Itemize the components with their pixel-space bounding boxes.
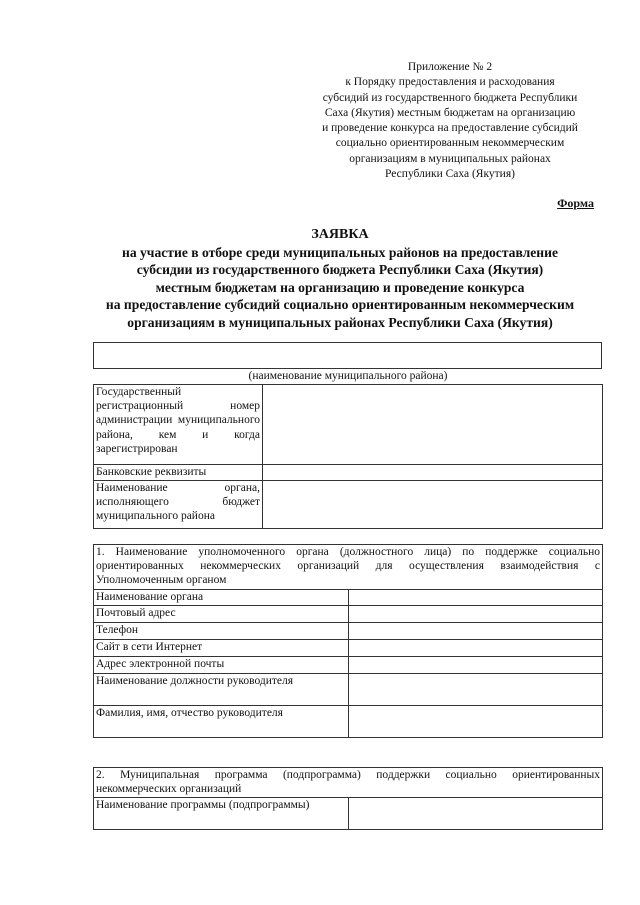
- row-label: Адрес электронной почты: [94, 657, 349, 674]
- row-label: Государственный регистрационный номер администрации муниципального района, кем и когда зарегистрирован: [94, 385, 263, 465]
- header-line: и проведение конкурса на предоставление субсидий: [322, 122, 578, 135]
- row-value-field[interactable]: [263, 385, 603, 465]
- title-line: субсидии из государственного бюджета Республики Саха (Якутия): [136, 262, 544, 278]
- header-line: социально ориентированным некоммерческим: [335, 137, 565, 150]
- table-row: [94, 657, 603, 674]
- row-value-field[interactable]: [348, 706, 603, 738]
- row-label: Банковские реквизиты: [94, 465, 263, 481]
- table-row: [94, 640, 603, 657]
- row-value-field[interactable]: [348, 640, 603, 657]
- table-row: [94, 674, 603, 706]
- row-value-field[interactable]: [348, 657, 603, 674]
- table-row: [94, 623, 603, 640]
- row-value-field[interactable]: [348, 590, 603, 606]
- header-line: Приложение № 2: [407, 61, 493, 73]
- section1-heading: 1. Наименование уполномоченного органа (должностного лица) по поддержке социально ориентированных некоммерческих организаций для осуществления взаимодействия с Уполномоченным органом: [94, 545, 603, 590]
- table-row: [94, 481, 603, 529]
- row-label: Телефон: [94, 623, 349, 640]
- attachment-header: [300, 60, 600, 182]
- header-line: субсидий из государственного бюджета Республики: [322, 91, 578, 104]
- document-title: [80, 226, 600, 332]
- title-line: на участие в отборе среди муниципальных районов на предоставление: [121, 244, 558, 260]
- table-row: [94, 706, 603, 738]
- row-value-field[interactable]: [348, 674, 603, 706]
- municipal-program-table: [93, 767, 603, 830]
- row-label: Почтовый адрес: [94, 606, 349, 623]
- row-value-field[interactable]: [263, 465, 603, 481]
- row-label: Наименование органа, исполняющего бюджет муниципального района: [94, 481, 263, 529]
- header-line: к Порядку предоставления и расходования: [345, 76, 555, 89]
- row-value-field[interactable]: [263, 481, 603, 529]
- header-line: организациям в муниципальных районах: [349, 152, 551, 165]
- table-row: [94, 465, 603, 481]
- district-name-field[interactable]: [93, 342, 602, 369]
- header-line: Республики Саха (Якутия): [385, 168, 515, 181]
- section-heading-row: [94, 768, 603, 798]
- title-head: ЗАЯВКА: [311, 227, 369, 242]
- section2-heading: 2. Муниципальная программа (подпрограмма) поддержки социально ориентированных некоммерческих организаций: [94, 768, 603, 798]
- title-line: организациям в муниципальных районах Республики Саха (Якутия): [127, 314, 553, 330]
- title-line: местным бюджетам на организацию и проведение конкурса: [155, 279, 525, 295]
- row-label: Сайт в сети Интернет: [94, 640, 349, 657]
- table-row: [94, 606, 603, 623]
- header-line: Саха (Якутия) местным бюджетам на организацию: [324, 106, 576, 119]
- district-name-caption: (наименование муниципального района): [248, 370, 448, 382]
- row-label: Наименование должности руководителя: [94, 674, 349, 706]
- table-row: [94, 798, 603, 830]
- row-value-field[interactable]: [348, 623, 603, 640]
- row-value-field[interactable]: [348, 606, 603, 623]
- table-row: [94, 385, 603, 465]
- row-value-field[interactable]: [348, 798, 603, 830]
- authorized-body-table: [93, 544, 603, 738]
- form-label: Форма: [557, 196, 594, 210]
- title-line: на предоставление субсидий социально ориентированным некоммерческим: [105, 297, 575, 313]
- row-label: Фамилия, имя, отчество руководителя: [94, 706, 349, 738]
- row-label: Наименование органа: [94, 590, 349, 606]
- district-info-table: [93, 384, 603, 529]
- row-label: Наименование программы (подпрограммы): [94, 798, 349, 830]
- section-heading-row: [94, 545, 603, 590]
- table-row: [94, 590, 603, 606]
